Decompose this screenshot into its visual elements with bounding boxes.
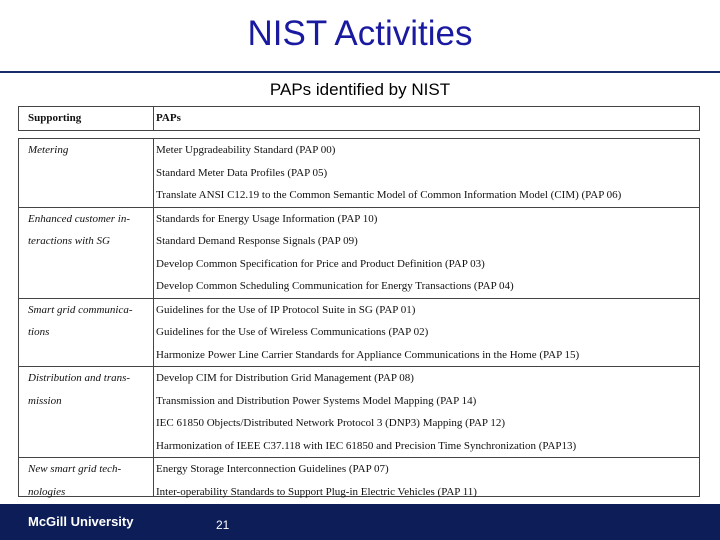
pap-cell: Develop Common Specification for Price and Product Definition (PAP 03)	[156, 257, 485, 270]
supporting-cell	[19, 184, 149, 207]
pap-cell: Guidelines for the Use of IP Protocol Suite in SG (PAP 01)	[156, 303, 416, 316]
supporting-cell: Enhanced customer in-	[28, 212, 131, 225]
table-header	[18, 106, 700, 131]
supporting-cell	[19, 275, 149, 298]
column-divider	[153, 107, 154, 130]
supporting-cell: mission	[28, 394, 62, 407]
table-row	[19, 139, 699, 162]
supporting-cell: nologies	[28, 485, 66, 498]
pap-cell: Meter Upgradeability Standard (PAP 00)	[156, 144, 336, 156]
pap-cell: Harmonization of IEEE C37.118 with IEC 61850 and Precision Time Synchronization (PAP13)	[156, 439, 577, 452]
footer-bar	[0, 504, 720, 540]
paps-table	[18, 106, 700, 497]
pap-cell: Guidelines for the Use of Wireless Communications (PAP 02)	[156, 326, 429, 338]
supporting-cell	[19, 253, 149, 276]
table-row	[19, 299, 699, 322]
table-row	[19, 412, 699, 435]
table-group	[19, 299, 699, 368]
slide-subtitle: PAPs identified by NIST	[269, 80, 451, 99]
table-row	[19, 230, 699, 253]
table-row	[19, 208, 699, 231]
pap-cell: Develop Common Scheduling Communication for Energy Transactions (PAP 04)	[156, 280, 514, 292]
supporting-cell	[19, 344, 149, 367]
table-row	[19, 344, 699, 367]
header-paps: PAPs	[156, 112, 181, 124]
pap-cell: Energy Storage Interconnection Guidelines (PAP 07)	[156, 463, 389, 475]
supporting-cell: Distribution and trans-	[28, 372, 131, 384]
table-row	[19, 367, 699, 390]
pap-cell: Standard Demand Response Signals (PAP 09)	[156, 235, 358, 247]
table-row	[19, 275, 699, 298]
header-supporting: Supporting	[28, 112, 82, 124]
pap-cell: Standards for Energy Usage Information (PAP 10)	[156, 212, 378, 225]
table-group	[19, 367, 699, 458]
pap-cell: Inter-operability Standards to Support Plug-in Electric Vehicles (PAP 11)	[156, 485, 477, 498]
pap-cell: Translate ANSI C12.19 to the Common Semantic Model of Common Information Model (CIM) (PAP 06)	[156, 189, 622, 201]
footer-institution: McGill University	[28, 514, 134, 529]
supporting-cell: teractions with SG	[28, 235, 110, 247]
supporting-cell	[19, 162, 149, 185]
table-row	[19, 390, 699, 413]
table-row	[19, 321, 699, 344]
supporting-cell	[19, 412, 149, 435]
table-row	[19, 162, 699, 185]
table-row	[19, 481, 699, 504]
table-group	[19, 208, 699, 299]
table-row	[19, 184, 699, 207]
supporting-cell: New smart grid tech-	[28, 463, 122, 475]
title-divider	[0, 71, 720, 73]
pap-cell: IEC 61850 Objects/Distributed Network Protocol 3 (DNP3) Mapping (PAP 12)	[156, 417, 506, 429]
slide-title: NIST Activities	[247, 14, 473, 53]
pap-cell: Harmonize Power Line Carrier Standards for Appliance Communications in the Home (PAP 15)	[156, 348, 580, 361]
supporting-cell: Metering	[28, 144, 69, 156]
table-row	[19, 253, 699, 276]
table-group	[19, 458, 699, 503]
table-row	[19, 458, 699, 481]
pap-cell: Transmission and Distribution Power Systems Model Mapping (PAP 14)	[156, 394, 477, 407]
supporting-cell: Smart grid communica-	[28, 303, 133, 316]
table-row	[19, 435, 699, 458]
pap-cell: Standard Meter Data Profiles (PAP 05)	[156, 166, 328, 179]
table-body	[18, 138, 700, 497]
page-number: 21	[216, 518, 230, 532]
supporting-cell	[19, 435, 149, 458]
pap-cell: Develop CIM for Distribution Grid Management (PAP 08)	[156, 372, 414, 384]
supporting-cell: tions	[28, 326, 50, 338]
table-group	[19, 139, 699, 208]
